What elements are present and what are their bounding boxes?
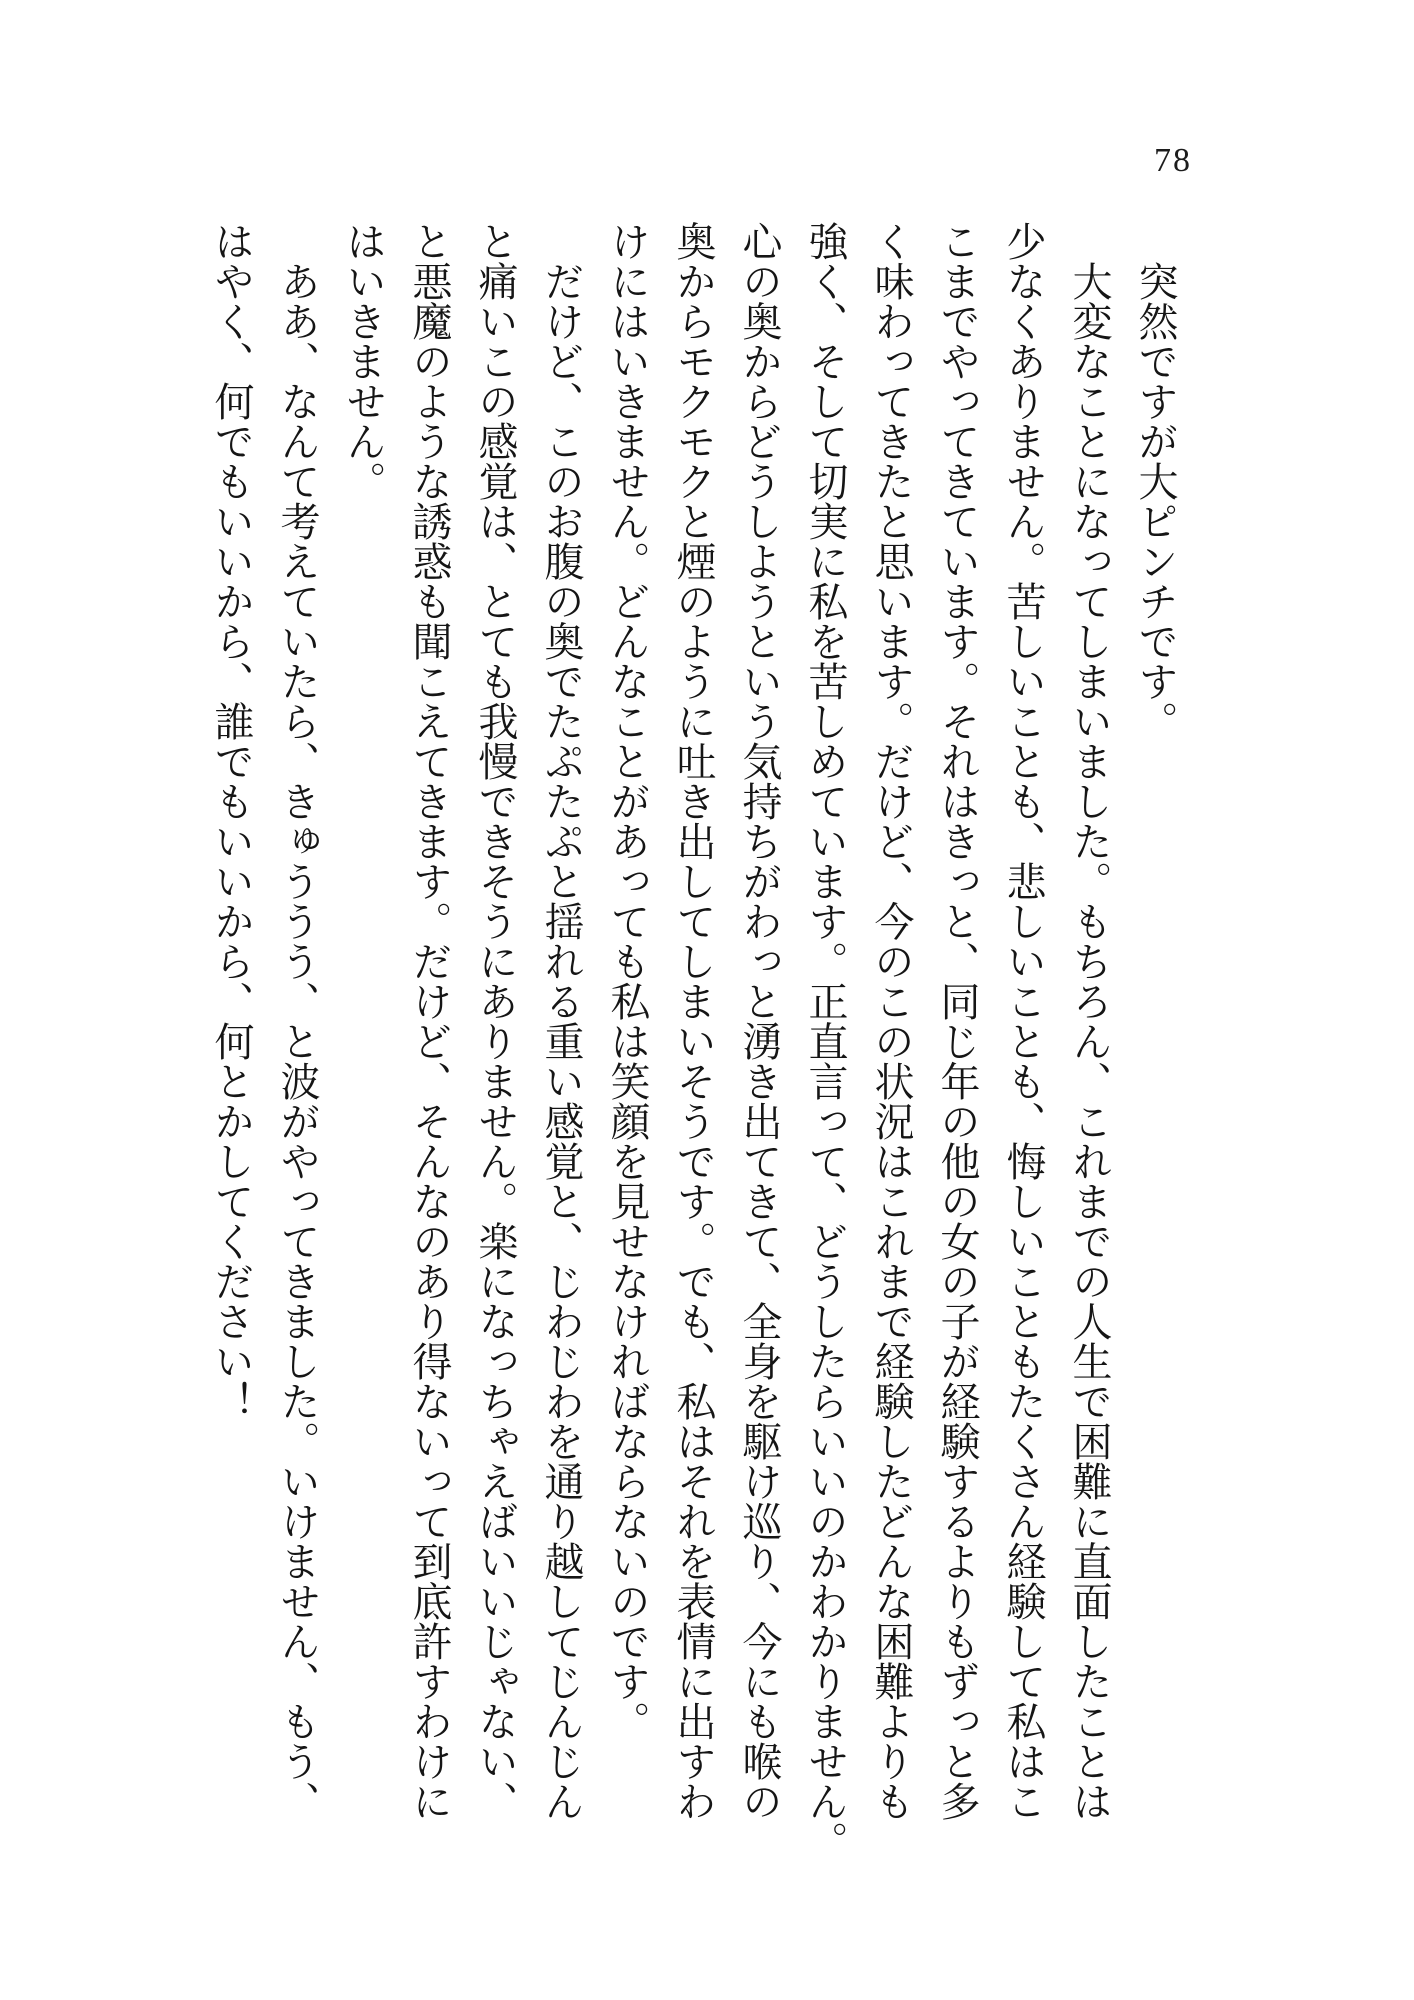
- text-line: ああ、なんて考えていたら、きゅううう、と波がやってきました。いけません、もう、: [275, 221, 320, 1821]
- text-line: 大変なことになってしまいました。もちろん、これまでの人生で困難に直面したことは: [1067, 221, 1112, 1821]
- text-line: 心の奥からどうしようという気持ちがわっと湧き出てきて、全身を駆け巡り、今にも喉の: [737, 221, 782, 1821]
- text-line: だけど、このお腹の奥でたぷたぷと揺れる重い感覚と、じわじわを通り越してじんじん: [539, 221, 584, 1821]
- text-line: はいきません。: [341, 221, 386, 501]
- text-line: 少なくありません。苦しいことも、悲しいことも、悔しいこともたくさん経験して私はこ: [1001, 221, 1046, 1821]
- page-number: 78: [1154, 142, 1192, 179]
- vertical-text-block: [198, 221, 1188, 1861]
- text-line: と悪魔のような誘惑も聞こえてきます。だけど、そんなのあり得ないって到底許すわけに: [407, 221, 452, 1821]
- text-line: 強く、そして切実に私を苦しめています。正直言って、どうしたらいいのかわかりません。: [803, 221, 848, 1861]
- text-line: けにはいきません。どんなことがあっても私は笑顔を見せなければならないのです。: [605, 221, 650, 1741]
- text-line: 突然ですが大ピンチです。: [1133, 221, 1178, 741]
- text-line: く味わってきたと思います。だけど、今のこの状況はこれまで経験したどんな困難よりも: [869, 221, 914, 1821]
- text-line: はやく、何でもいいから、誰でもいいから、何とかしてください！: [209, 221, 254, 1421]
- text-line: 奥からモクモクと煙のように吐き出してしまいそうです。でも、私はそれを表情に出すわ: [671, 221, 716, 1821]
- text-line: こまでやってきています。それはきっと、同じ年の他の女の子が経験するよりもずっと多: [935, 221, 980, 1821]
- text-line: と痛いこの感覚は、とても我慢できそうにありません。楽になっちゃえばいいじゃない、: [473, 221, 518, 1821]
